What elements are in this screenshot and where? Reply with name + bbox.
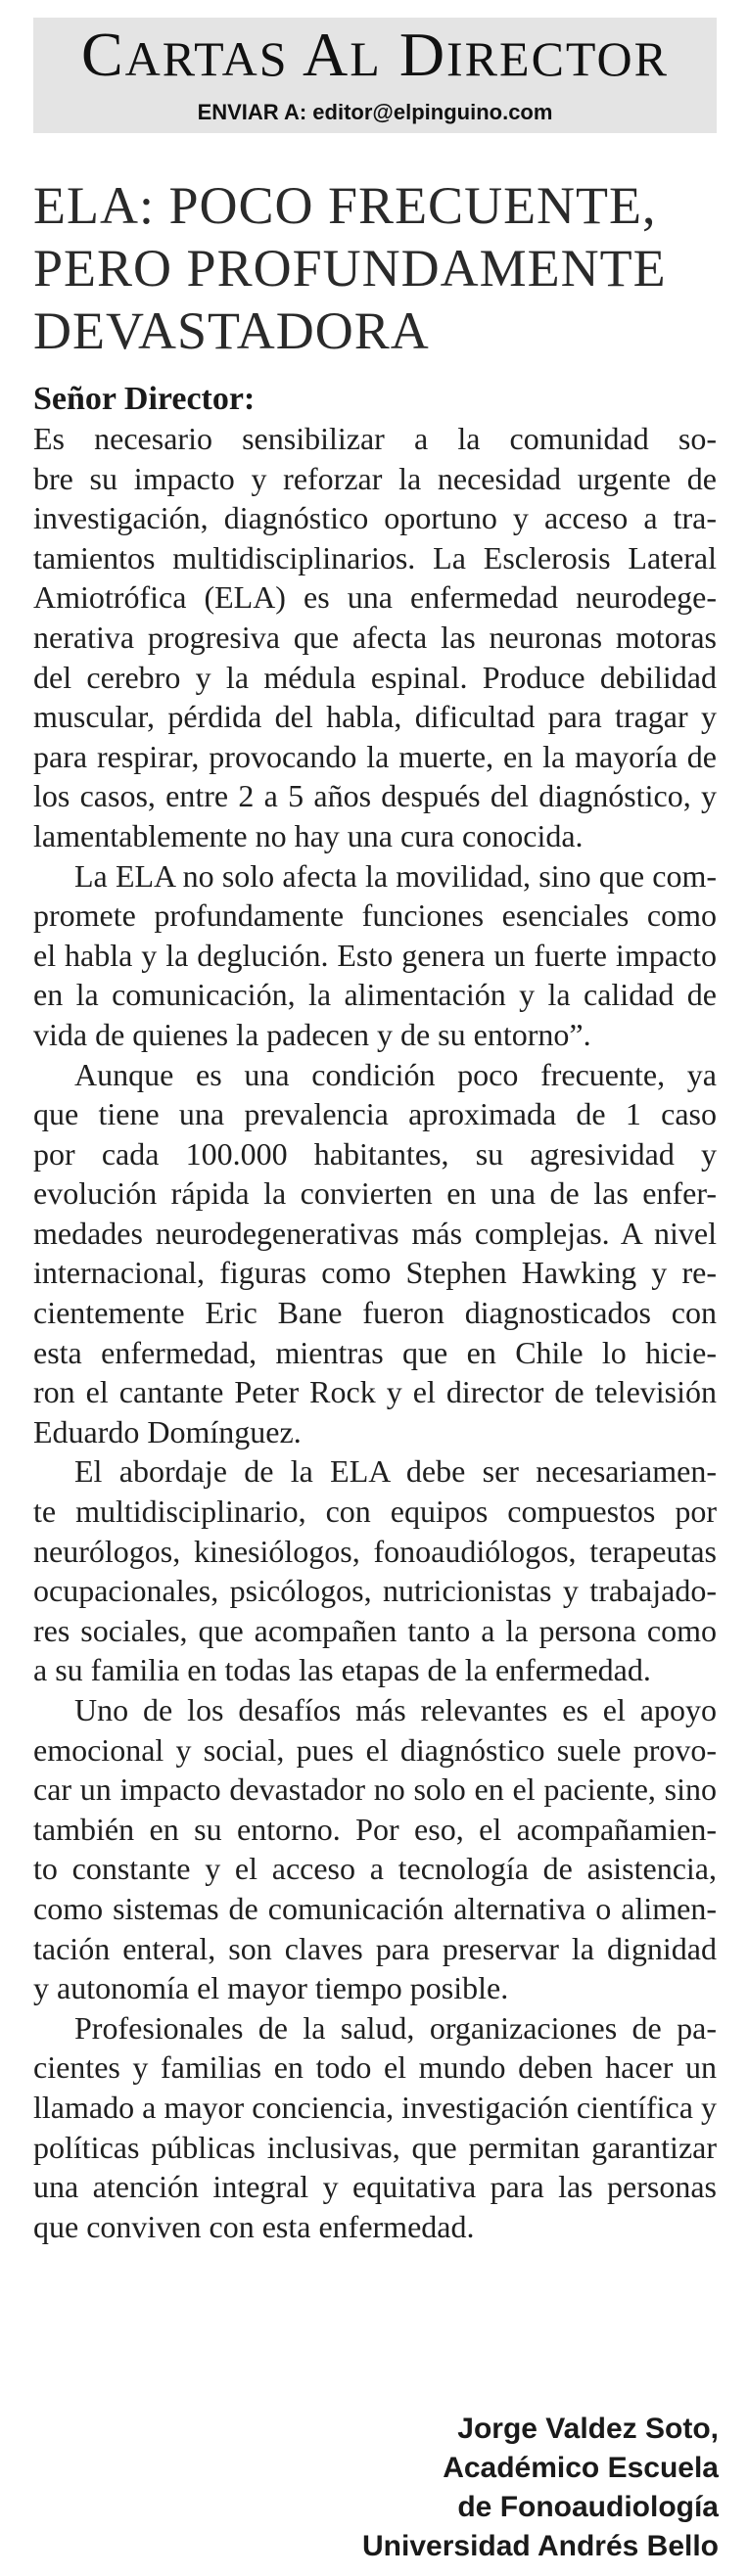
body-line: el habla y la deglución. Esto genera un fuerte impacto	[33, 937, 717, 973]
section-header	[33, 18, 717, 133]
body-line: que tiene una prevalencia aproximada de 1 caso	[33, 1096, 717, 1132]
salutation: Señor Director:	[33, 381, 256, 417]
body-line: cientes y familias en todo el mundo deben hacer un	[33, 2049, 717, 2086]
signature-department: de Fonoaudiología	[457, 2491, 719, 2523]
body-line: neurólogos, kinesiólogos, fonoaudiólogos, terapeutas	[33, 1533, 717, 1569]
body-line: también en su entorno. Por eso, el acompañamien-	[33, 1811, 717, 1847]
body-line: promete profundamente funciones esenciales como	[33, 897, 717, 934]
body-line: evolución rápida la convierten en una de las enfer-	[33, 1175, 717, 1212]
article-headline	[33, 174, 719, 362]
signature-name: Jorge Valdez Soto,	[457, 2413, 719, 2445]
signature-block	[362, 2410, 719, 2566]
body-line: muscular, pérdida del habla, dificultad para tragar y	[33, 699, 717, 735]
body-line: bre su impacto y reforzar la necesidad urgente de	[33, 460, 717, 496]
body-line: que conviven con esta enfermedad.	[33, 2208, 475, 2244]
body-line: una atención integral y equitativa para las personas	[33, 2169, 717, 2205]
body-line: y autonomía el mayor tiempo posible.	[33, 1970, 509, 2006]
headline-line: DEVASTADORA	[33, 301, 430, 360]
section-title-text	[81, 20, 669, 89]
body-line: por cada 100.000 habitantes, su agresividad y	[33, 1135, 717, 1172]
body-line: Profesionales de la salud, organizaciones de pa-	[74, 2009, 717, 2046]
body-line: Uno de los desafíos más relevantes es el apoyo	[74, 1692, 717, 1727]
title-rest: L	[350, 31, 382, 86]
body-line: lamentablemente no hay una cura conocida.	[33, 817, 584, 853]
body-line: para respirar, provocando la muerte, en la mayoría de	[33, 738, 717, 774]
body-line: en la comunicación, la alimentación y la calidad de	[33, 977, 717, 1013]
body-line: como sistemas de comunicación alternativa o alimen-	[33, 1890, 717, 1926]
article-body	[33, 419, 717, 2246]
body-line: car un impacto devastador no solo en el paciente, sino	[33, 1771, 717, 1808]
body-line: emocional y social, pues el diagnóstico suele provo-	[33, 1731, 717, 1768]
body-line: vida de quienes la padecen y de su entorno”.	[33, 1016, 591, 1052]
signature-role: Académico Escuela	[443, 2452, 719, 2484]
body-line: a su familia en todas las etapas de la enfermedad.	[33, 1652, 651, 1688]
body-line: El abordaje de la ELA debe ser necesariamen-	[74, 1453, 717, 1490]
signature-institution: Universidad Andrés Bello	[362, 2530, 719, 2562]
body-line: Es necesario sensibilizar a la comunidad so-	[33, 421, 717, 456]
body-line: esta enfermedad, mientras que en Chile lo hicie-	[33, 1334, 717, 1370]
body-line: Eduardo Domínguez.	[33, 1413, 302, 1449]
contact-email-line: ENVIAR A: editor@elpinguino.com	[197, 100, 553, 124]
body-line: Aunque es una condición poco frecuente, ya	[74, 1056, 717, 1092]
body-line: del cerebro y la médula espinal. Produce debilidad	[33, 659, 717, 695]
body-line: tación enteral, son claves para preservar la dignidad	[33, 1930, 717, 1966]
body-line: ron el cantante Peter Rock y el director de televisión	[33, 1374, 717, 1410]
title-rest: IRECTOR	[446, 31, 670, 86]
body-line: to constante y el acceso a tecnología de asistencia,	[33, 1851, 717, 1887]
body-line: llamado a mayor conciencia, investigación científica y	[33, 2089, 717, 2125]
body-line: Amiotrófica (ELA) es una enfermedad neurodege-	[33, 579, 717, 616]
body-line: políticas públicas inclusivas, que permitan garantizar	[33, 2129, 717, 2165]
body-line: La ELA no solo afecta la movilidad, sino que com-	[74, 857, 717, 894]
body-line: nerativa progresiva que afecta las neuronas motoras	[33, 619, 717, 655]
headline-line: ELA: POCO FRECUENTE,	[33, 176, 657, 235]
title-initial: D	[398, 20, 447, 89]
title-initial: C	[80, 20, 125, 89]
body-line: te multidisciplinario, con equipos compuestos por	[33, 1494, 717, 1530]
headline-line: PERO PROFUNDAMENTE	[33, 239, 667, 298]
section-title	[33, 20, 717, 89]
body-line: cientemente Eric Bane fueron diagnosticados con	[33, 1295, 717, 1331]
body-line: medades neurodegenerativas más complejas. A nivel	[33, 1215, 717, 1251]
body-line: ocupacionales, psicólogos, nutricionistas y trabajado-	[33, 1573, 717, 1609]
body-line: investigación, diagnóstico oportuno y acceso a tra-	[33, 500, 717, 536]
body-line: tamientos multidisciplinarios. La Esclerosis Lateral	[33, 539, 717, 575]
body-line: internacional, figuras como Stephen Hawking y re-	[33, 1255, 717, 1291]
body-line: los casos, entre 2 a 5 años después del diagnóstico, y	[33, 778, 717, 814]
title-initial: A	[303, 20, 351, 89]
title-rest: ARTAS	[124, 31, 289, 86]
body-line: res sociales, que acompañen tanto a la persona como	[33, 1612, 717, 1648]
